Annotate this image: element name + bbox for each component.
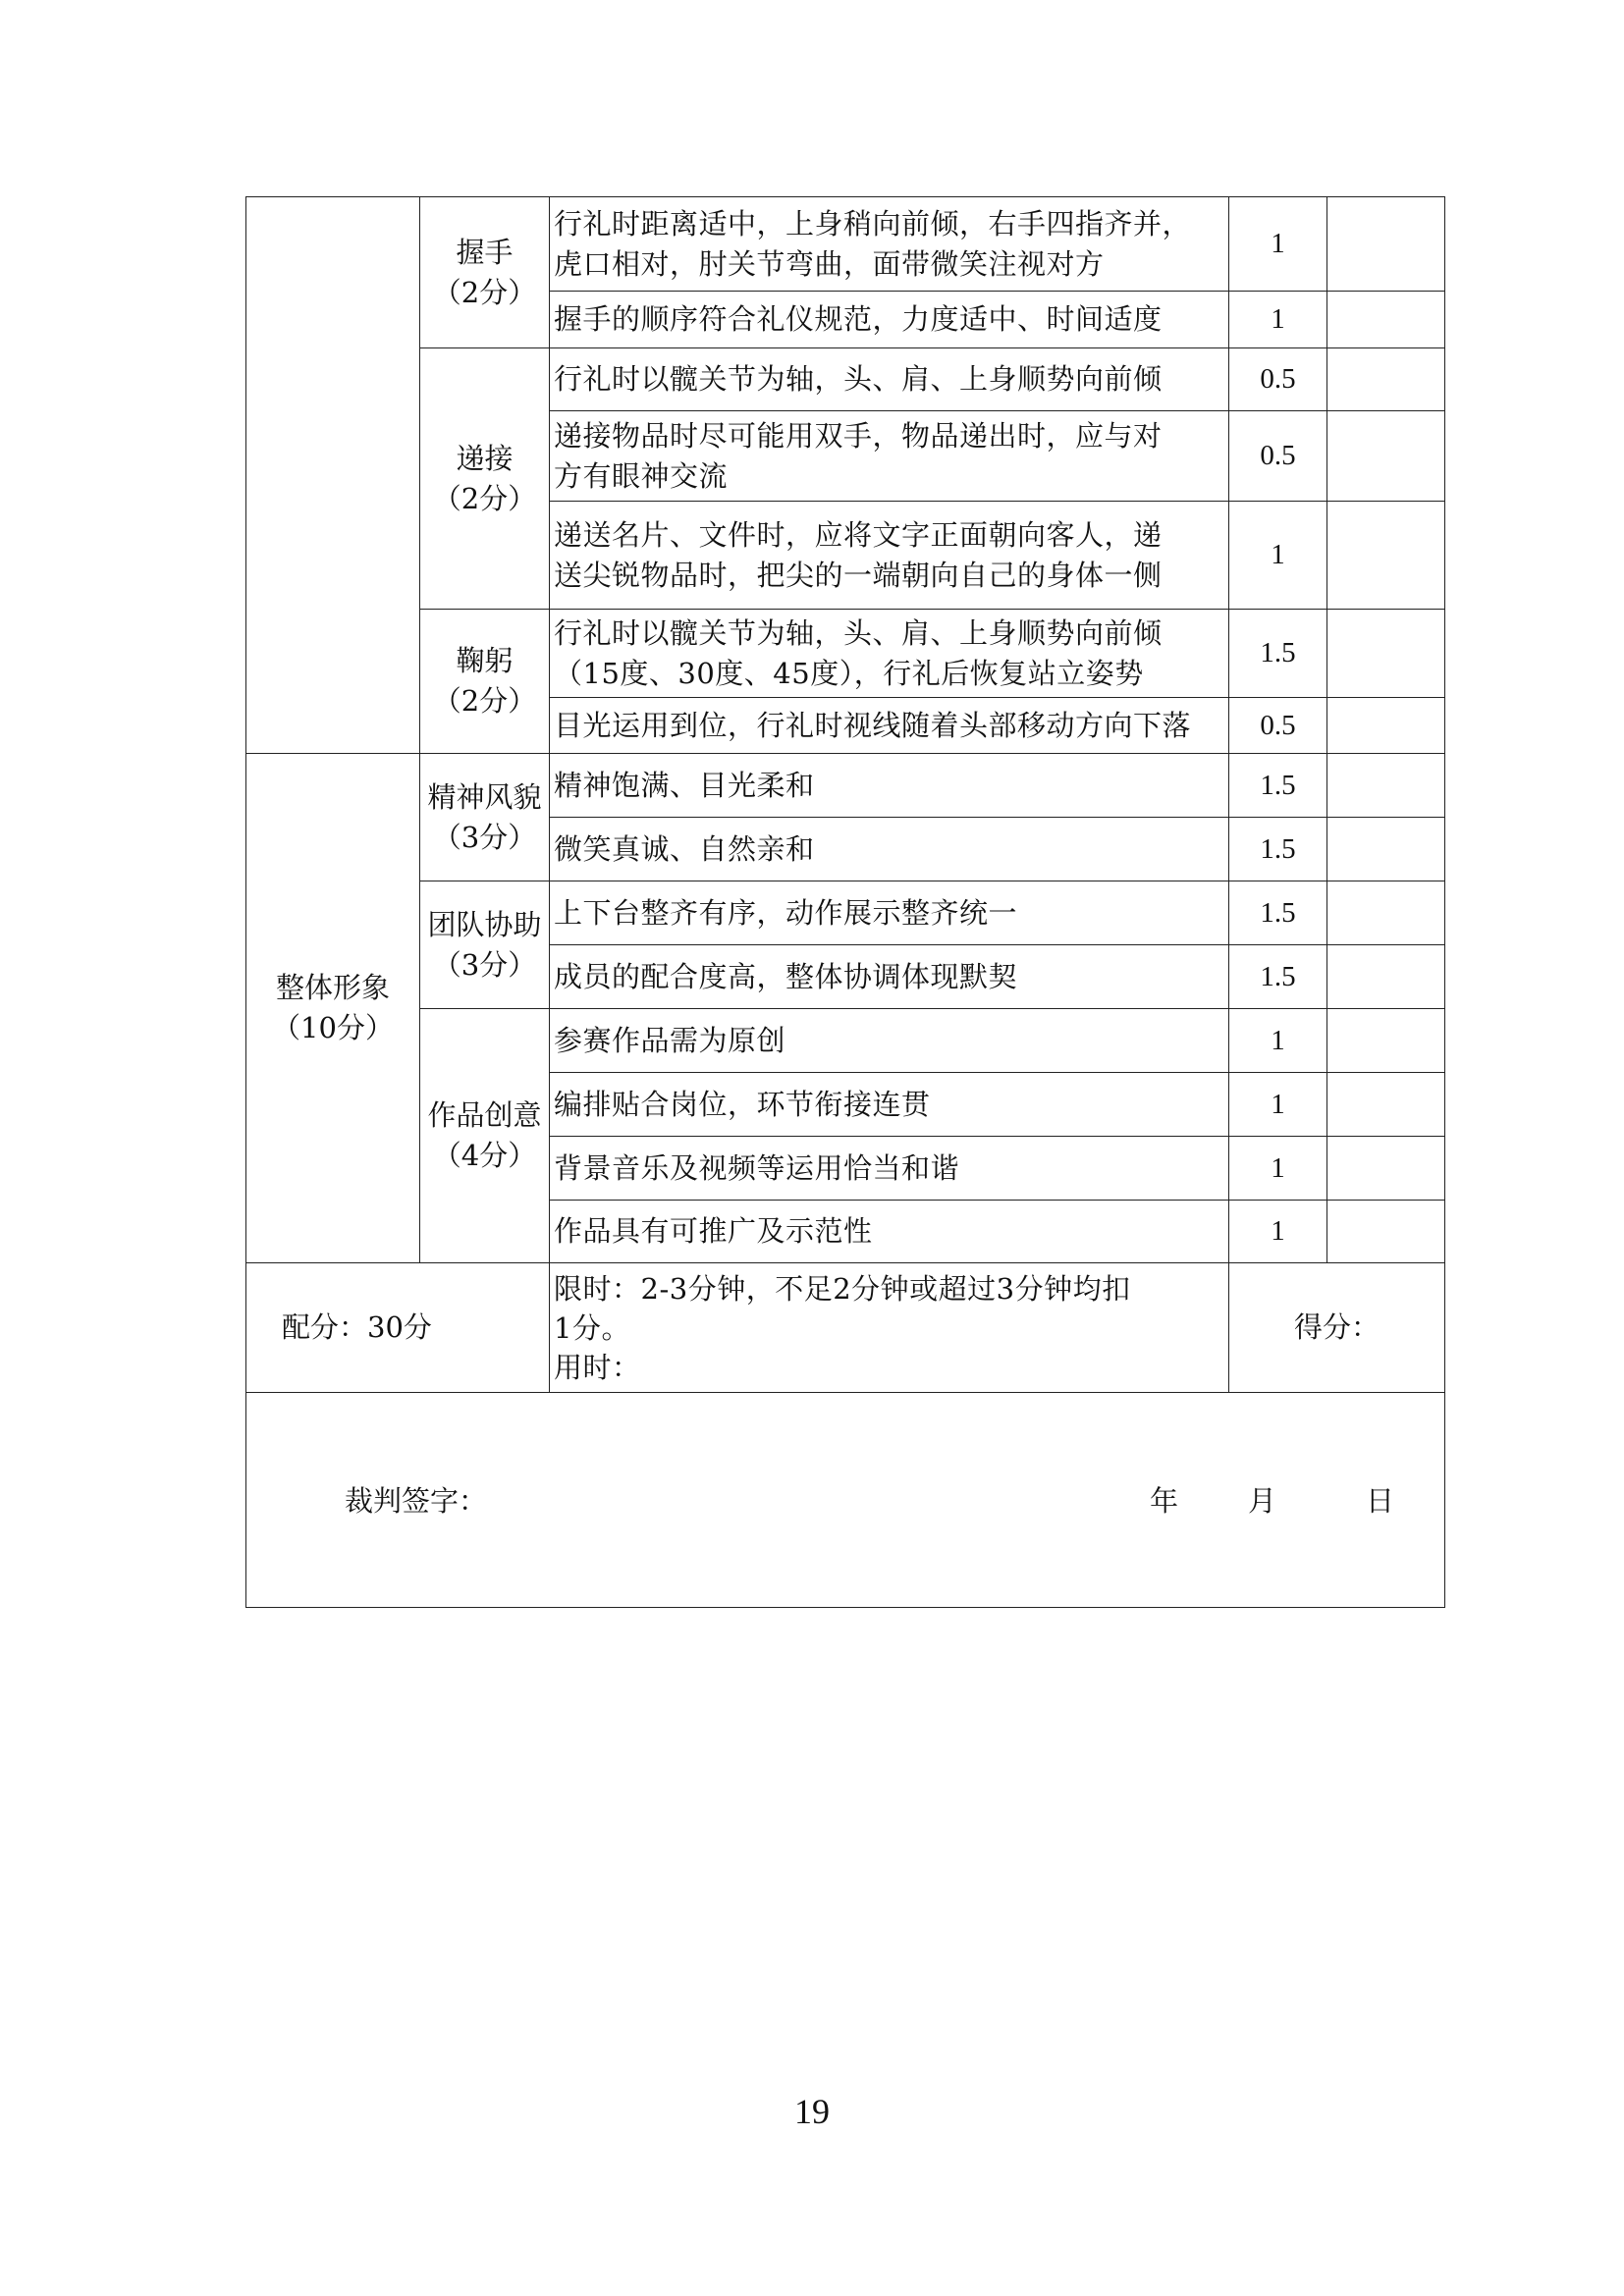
category-name: 整体形象 xyxy=(275,971,390,1004)
date-day-label: 日 xyxy=(1366,1484,1395,1518)
criterion-cell: 行礼时以髋关节为轴，头、肩、上身顺势向前倾 xyxy=(550,348,1229,411)
category-cell xyxy=(246,754,420,1263)
subgroup-cell xyxy=(420,197,550,348)
summary-row xyxy=(246,1263,1445,1393)
score-cell: 1 xyxy=(1229,1009,1327,1073)
awarded-score-cell[interactable] xyxy=(1327,348,1445,411)
subgroup-name: 递接 xyxy=(456,441,514,475)
signature-row xyxy=(246,1393,1445,1608)
subgroup-points: （2分） xyxy=(432,481,537,515)
table-row xyxy=(246,610,1445,698)
time-used-field[interactable]: 用时： xyxy=(554,1350,641,1384)
score-cell: 0.5 xyxy=(1229,411,1327,502)
score-cell: 1.5 xyxy=(1229,754,1327,818)
subgroup-points: （3分） xyxy=(432,820,537,854)
score-cell: 1 xyxy=(1229,1137,1327,1201)
criterion-cell: 成员的配合度高，整体协调体现默契 xyxy=(550,945,1229,1009)
table-row xyxy=(246,1009,1445,1073)
awarded-score-cell[interactable] xyxy=(1327,945,1445,1009)
awarded-score-cell[interactable] xyxy=(1327,1201,1445,1263)
subgroup-name: 作品创意 xyxy=(427,1098,542,1132)
total-score-field[interactable]: 得分： xyxy=(1229,1263,1445,1393)
awarded-score-cell[interactable] xyxy=(1327,1137,1445,1201)
subgroup-name: 握手 xyxy=(456,235,514,269)
subgroup-name: 精神风貌 xyxy=(427,779,542,814)
criterion-cell: 精神饱满、目光柔和 xyxy=(550,754,1229,818)
score-cell: 1.5 xyxy=(1229,610,1327,698)
subgroup-points: （4分） xyxy=(432,1139,537,1172)
page-number: 19 xyxy=(794,2092,830,2131)
criterion-cell: 握手的顺序符合礼仪规范，力度适中、时间适度 xyxy=(550,292,1229,348)
criterion-cell: 目光运用到位，行礼时视线随着头部移动方向下落 xyxy=(550,698,1229,754)
score-cell: 1.5 xyxy=(1229,945,1327,1009)
criterion-cell: 递送名片、文件时，应将文字正面朝向客人，递 送尖锐物品时，把尖的一端朝向自己的身体一侧 xyxy=(550,502,1229,610)
criterion-cell: 行礼时以髋关节为轴，头、肩、上身顺势向前倾 （15度、30度、45度），行礼后恢复站立姿势 xyxy=(550,610,1229,698)
scoring-table xyxy=(245,196,1445,1608)
score-cell: 1.5 xyxy=(1229,818,1327,881)
awarded-score-cell[interactable] xyxy=(1327,1009,1445,1073)
subgroup-cell xyxy=(420,881,550,1009)
criterion-cell: 行礼时距离适中，上身稍向前倾，右手四指齐并， 虎口相对，肘关节弯曲，面带微笑注视对方 xyxy=(550,197,1229,292)
subgroup-cell xyxy=(420,754,550,881)
awarded-score-cell[interactable] xyxy=(1327,1073,1445,1137)
awarded-score-cell[interactable] xyxy=(1327,292,1445,348)
criterion-cell: 作品具有可推广及示范性 xyxy=(550,1201,1229,1263)
time-limit-cell: 限时：2-3分钟，不足2分钟或超过3分钟均扣 1分。 用时： xyxy=(550,1263,1229,1393)
subgroup-cell xyxy=(420,348,550,610)
awarded-score-cell[interactable] xyxy=(1327,818,1445,881)
score-cell: 1 xyxy=(1229,1201,1327,1263)
date-month-label: 月 xyxy=(1248,1484,1277,1518)
category-cell xyxy=(246,197,420,754)
criterion-cell: 参赛作品需为原创 xyxy=(550,1009,1229,1073)
subgroup-name: 鞠躬 xyxy=(456,644,514,677)
table-row xyxy=(246,881,1445,945)
criterion-cell: 上下台整齐有序，动作展示整齐统一 xyxy=(550,881,1229,945)
table-row xyxy=(246,197,1445,292)
judge-signature-label: 裁判签字： xyxy=(345,1484,488,1518)
awarded-score-cell[interactable] xyxy=(1327,502,1445,610)
category-points: （10分） xyxy=(272,1011,394,1044)
awarded-score-cell[interactable] xyxy=(1327,411,1445,502)
subgroup-cell xyxy=(420,1009,550,1263)
awarded-score-cell[interactable] xyxy=(1327,610,1445,698)
criterion-cell: 编排贴合岗位，环节衔接连贯 xyxy=(550,1073,1229,1137)
time-limit-text: 限时：2-3分钟，不足2分钟或超过3分钟均扣 xyxy=(554,1271,1131,1306)
subgroup-points: （3分） xyxy=(432,947,537,982)
subgroup-name: 团队协助 xyxy=(427,907,542,941)
subgroup-points: （2分） xyxy=(432,275,537,309)
score-cell: 0.5 xyxy=(1229,348,1327,411)
allocation-label: 配分：30分 xyxy=(246,1263,550,1393)
subgroup-cell xyxy=(420,610,550,754)
awarded-score-cell[interactable] xyxy=(1327,754,1445,818)
table-row xyxy=(246,754,1445,818)
awarded-score-cell[interactable] xyxy=(1327,698,1445,754)
awarded-score-cell[interactable] xyxy=(1327,881,1445,945)
score-cell: 1 xyxy=(1229,197,1327,292)
subgroup-points: （2分） xyxy=(432,684,537,718)
score-cell: 1 xyxy=(1229,1073,1327,1137)
criterion-cell: 背景音乐及视频等运用恰当和谐 xyxy=(550,1137,1229,1201)
criterion-cell: 递接物品时尽可能用双手，物品递出时，应与对 方有眼神交流 xyxy=(550,411,1229,502)
score-cell: 0.5 xyxy=(1229,698,1327,754)
signature-cell xyxy=(246,1393,1445,1608)
awarded-score-cell[interactable] xyxy=(1327,197,1445,292)
table-row xyxy=(246,348,1445,411)
score-cell: 1 xyxy=(1229,502,1327,610)
date-year-label: 年 xyxy=(1150,1484,1179,1518)
score-cell: 1 xyxy=(1229,292,1327,348)
criterion-cell: 微笑真诚、自然亲和 xyxy=(550,818,1229,881)
score-cell: 1.5 xyxy=(1229,881,1327,945)
